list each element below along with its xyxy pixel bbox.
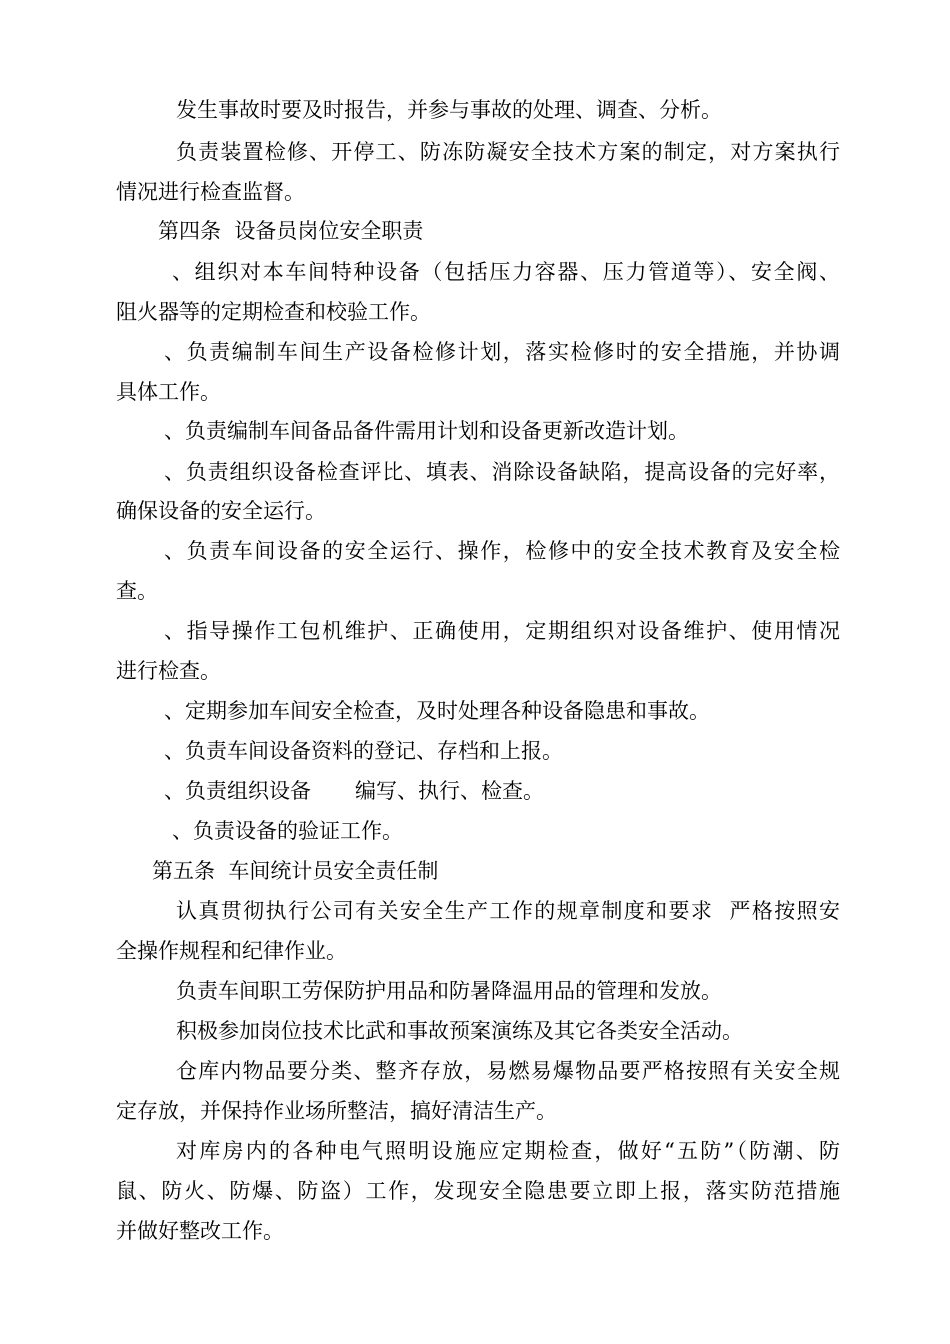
paragraph-line: 对库房内的各种电气照明设施应定期检查，做好“五防”（防潮、防 [176, 1139, 840, 1163]
paragraph-line: 定存放，并保持作业场所整洁，搞好清洁生产。 [116, 1099, 557, 1123]
paragraph-line: 、负责车间设备的安全运行、操作，检修中的安全技术教育及安全检 [164, 539, 840, 563]
paragraph-line: 鼠、防火、防爆、防盗）工作，发现安全隐患要立即上报，落实防范措施 [116, 1179, 840, 1203]
paragraph-line: 认真贯彻执行公司有关安全生产工作的规章制度和要求 严格按照安 [176, 899, 840, 923]
paragraph-line: 情况进行检查监督。 [116, 180, 305, 204]
paragraph-line: 确保设备的安全运行。 [116, 499, 326, 523]
paragraph-line: 发生事故时要及时报告，并参与事故的处理、调查、分析。 [176, 98, 722, 122]
section-heading: 第五条 车间统计员安全责任制 [152, 859, 439, 883]
paragraph-line: 、指导操作工包机维护、正确使用，定期组织对设备维护、使用情况 [164, 619, 840, 643]
paragraph-line: 、负责组织设备检查评比、填表、消除设备缺陷，提高设备的完好率， [164, 460, 840, 484]
paragraph-line: 进行检查。 [116, 659, 221, 683]
paragraph-line: 全操作规程和纪律作业。 [116, 939, 347, 963]
paragraph-line: 查。 [116, 579, 158, 603]
paragraph-line: 负责装置检修、开停工、防冻防凝安全技术方案的制定，对方案执行 [176, 140, 840, 164]
paragraph-line: 具体工作。 [116, 380, 221, 404]
paragraph-line: 负责车间职工劳保防护用品和防暑降温用品的管理和发放。 [176, 979, 722, 1003]
paragraph-line: 仓库内物品要分类、整齐存放，易燃易爆物品要严格按照有关安全规 [176, 1059, 840, 1083]
paragraph-line: 阻火器等的定期检查和校验工作。 [116, 300, 431, 324]
paragraph-line: 、组织对本车间特种设备（包括压力容器、压力管道等）、安全阀、 [172, 260, 840, 284]
paragraph-text-part: 、负责组织设备 [164, 779, 311, 803]
paragraph-line [164, 776, 888, 806]
paragraph-text-part: 编写、执行、检查。 [355, 779, 544, 803]
paragraph-line: 、负责编制车间生产设备检修计划，落实检修时的安全措施，并协调 [164, 340, 840, 364]
paragraph-line: 、负责编制车间备品备件需用计划和设备更新改造计划。 [164, 419, 689, 443]
paragraph-line: 并做好整改工作。 [116, 1219, 284, 1243]
section-heading: 第四条 设备员岗位安全职责 [158, 219, 424, 243]
paragraph-line: 积极参加岗位技术比武和事故预案演练及其它各类安全活动。 [176, 1019, 743, 1043]
paragraph-line: 、负责设备的验证工作。 [172, 819, 403, 843]
paragraph-line: 、负责车间设备资料的登记、存档和上报。 [164, 739, 563, 763]
paragraph-line: 、定期参加车间安全检查，及时处理各种设备隐患和事故。 [164, 699, 710, 723]
